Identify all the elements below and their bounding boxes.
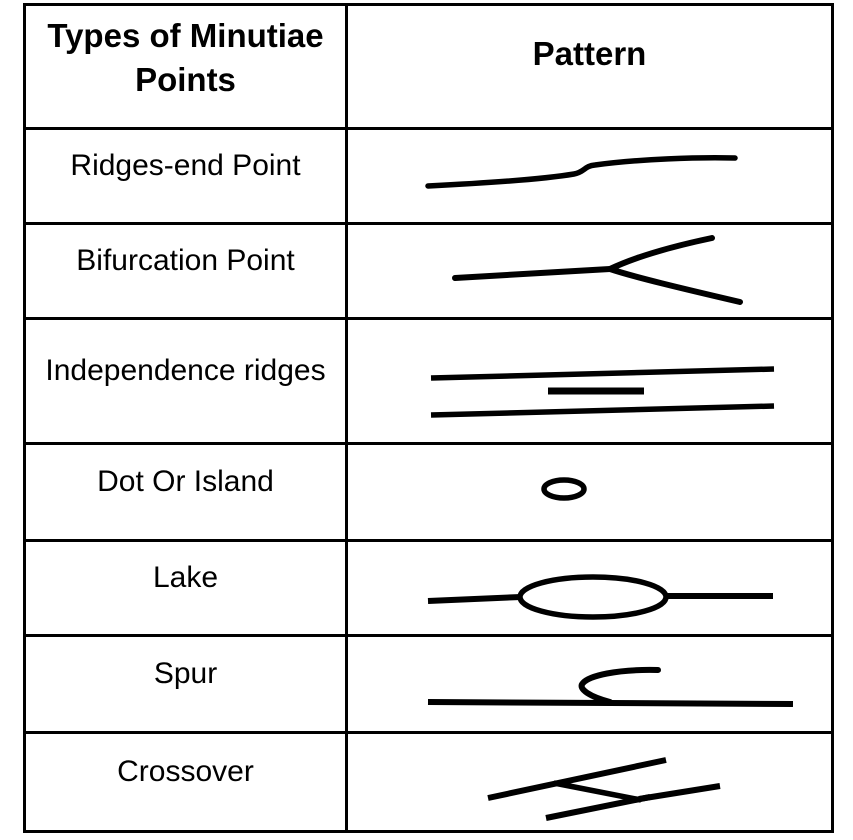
row-label-text: Bifurcation Point [76, 244, 295, 277]
row-label-text: Independence ridges [45, 354, 326, 387]
lake-pattern-drawing [348, 542, 831, 634]
row-label-bifurcation-point [26, 225, 345, 317]
spur-pattern-drawing [348, 637, 831, 731]
row-label-text: Dot Or Island [97, 465, 274, 498]
row-label-independence-ridges [26, 320, 345, 442]
row-label-text: Spur [153, 657, 218, 690]
bifurcation-pattern-drawing [348, 225, 831, 317]
row-label-text: Lake [152, 561, 219, 594]
row-label-lake [26, 542, 345, 634]
dot-island-pattern-drawing [348, 445, 831, 539]
pattern-cell-spur [348, 637, 831, 731]
minutiae-types-table [23, 3, 834, 833]
pattern-cell-lake [348, 542, 831, 634]
pattern-cell-bifurcation [348, 225, 831, 317]
header-col2-text: Pattern [532, 35, 647, 72]
pattern-cell-crossover [348, 734, 831, 830]
pattern-cell-independence-ridges [348, 320, 831, 442]
crossover-pattern-drawing [348, 734, 831, 830]
row-label-crossover [26, 734, 345, 830]
ridge-ending-pattern-drawing [348, 130, 831, 222]
pattern-cell-ridges-end [348, 130, 831, 222]
row-label-dot-or-island [26, 445, 345, 539]
row-label-ridges-end-point [26, 130, 345, 222]
row-label-text: Ridges-end Point [70, 149, 301, 182]
independence-ridges-pattern-drawing [348, 320, 831, 442]
header-col1-text: Types of Minutiae Points [47, 17, 324, 98]
pattern-cell-dot-island [348, 445, 831, 539]
header-pattern [348, 6, 831, 127]
row-label-text: Crossover [117, 755, 254, 788]
header-types-of-minutiae-points [26, 6, 345, 127]
row-label-spur [26, 637, 345, 731]
